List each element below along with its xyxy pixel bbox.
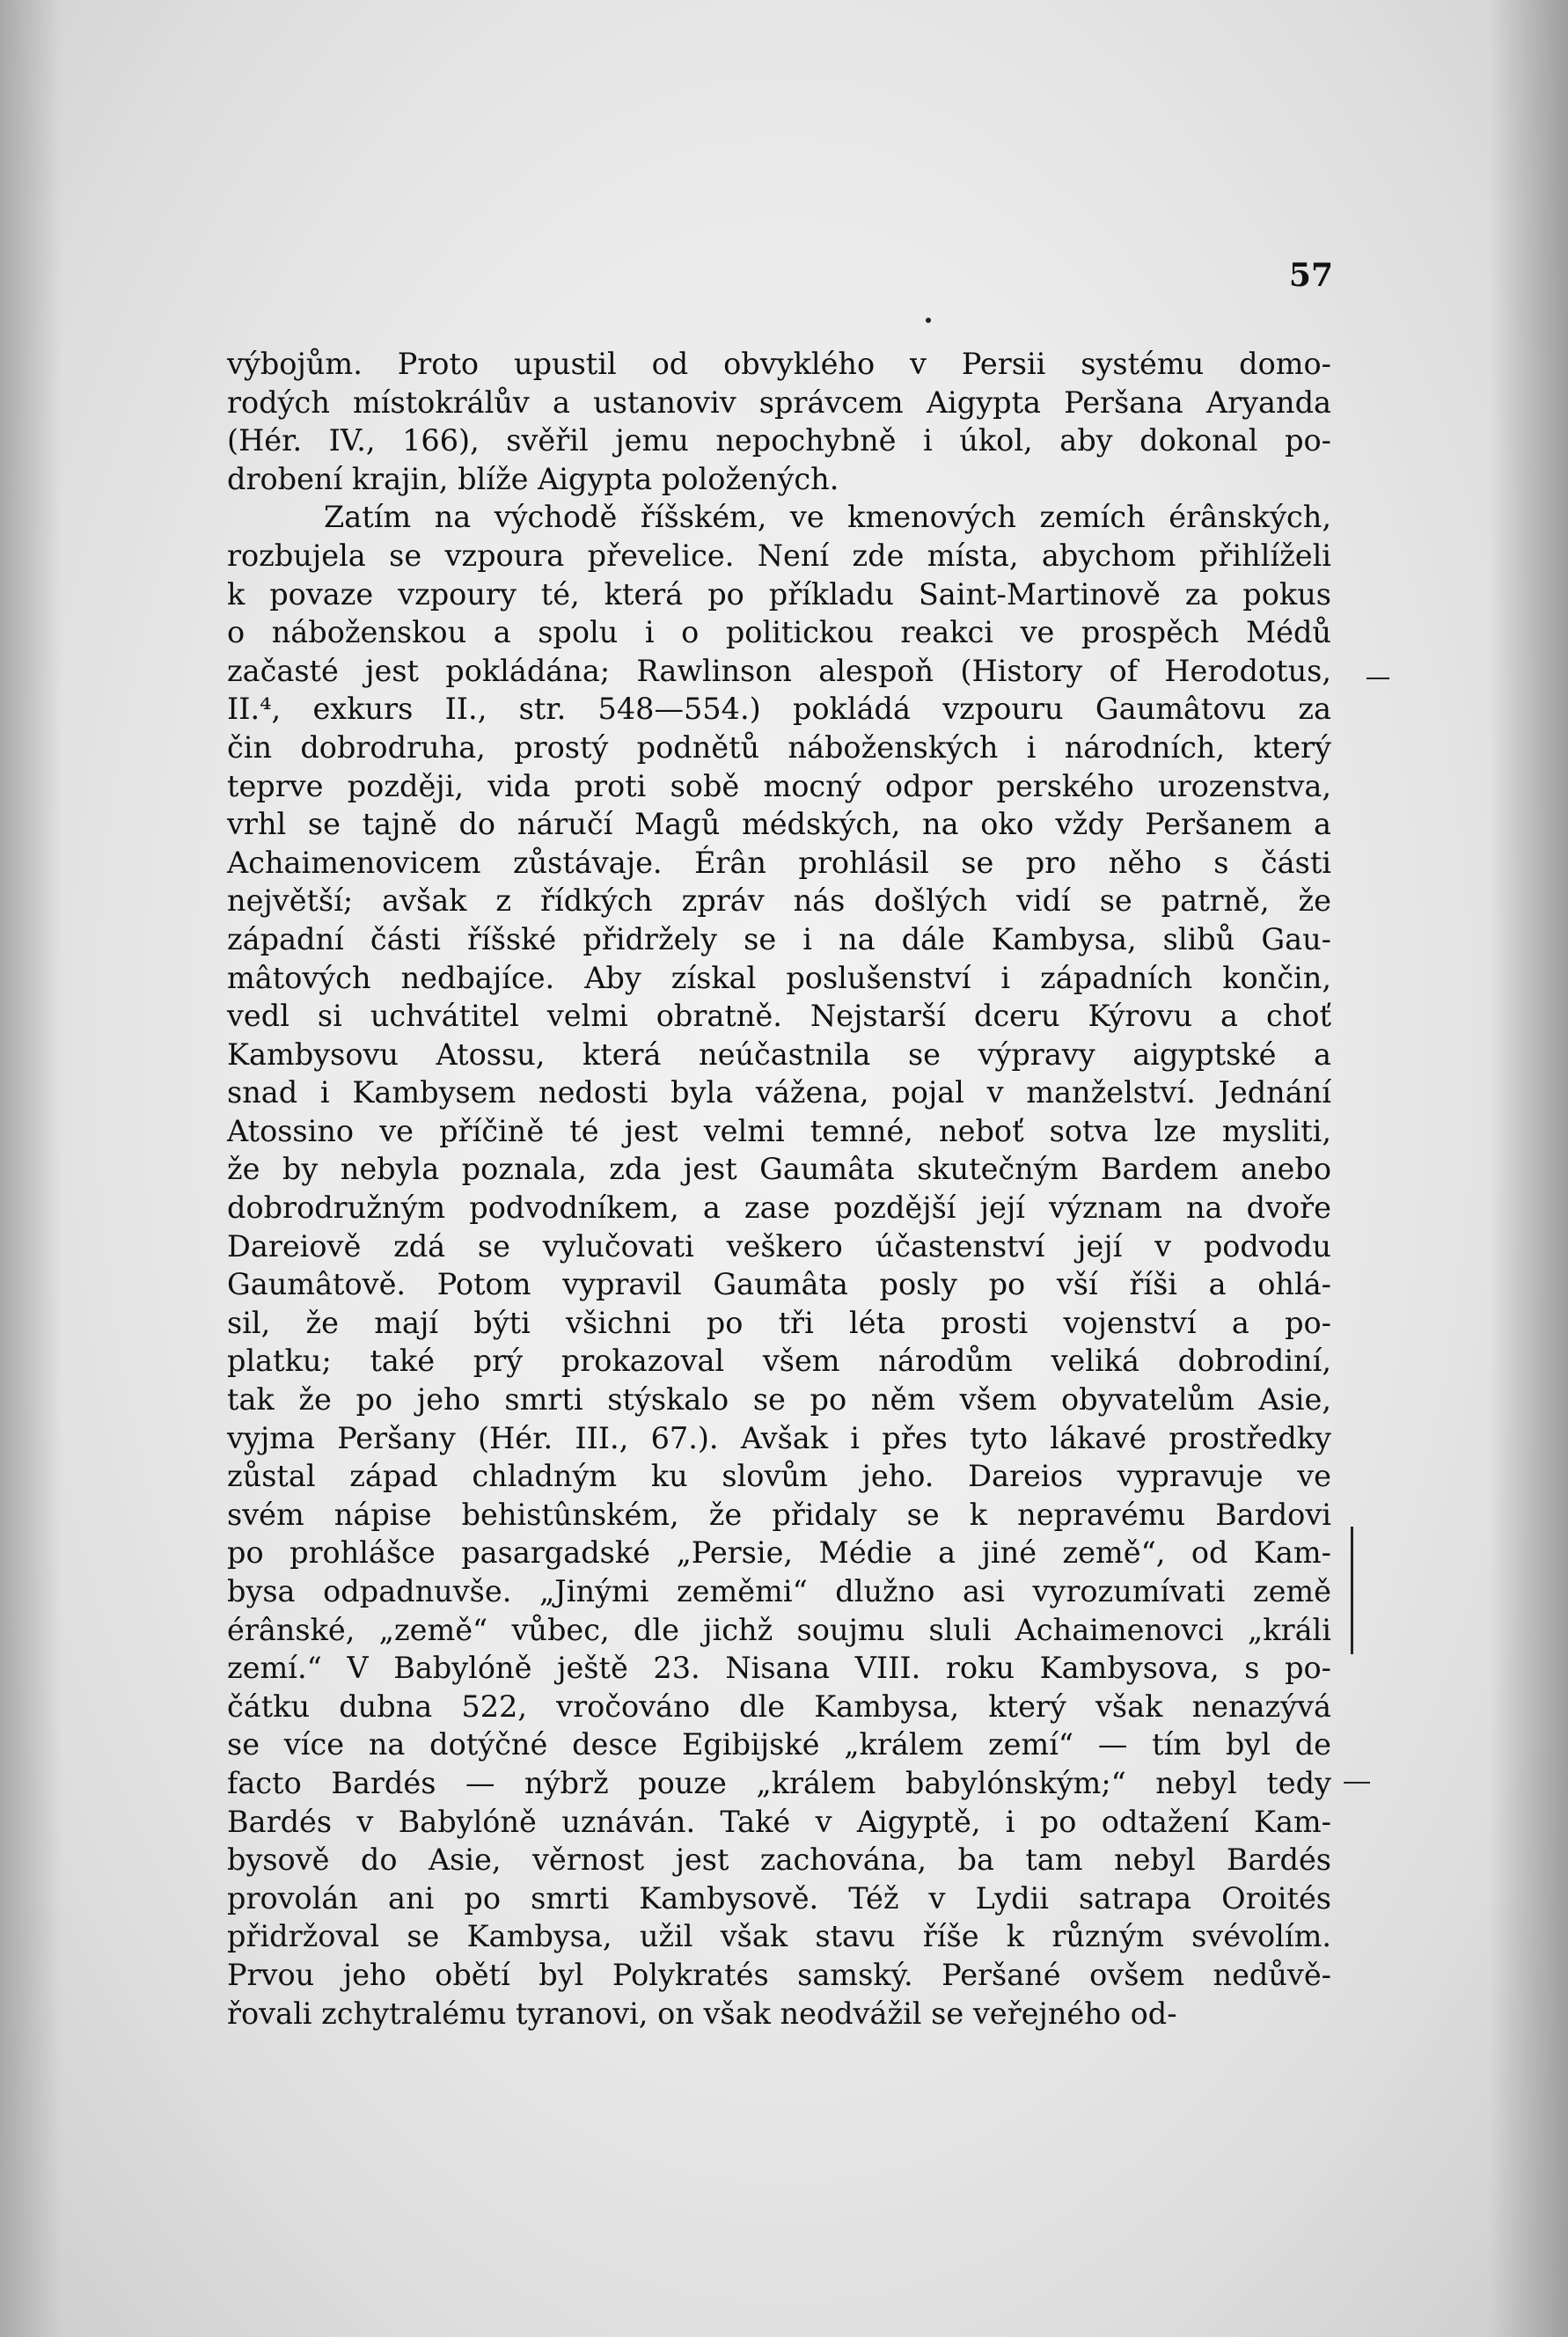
text-line: dobrodružným podvodníkem, a zase pozdější její význam na dvoře [227,1190,1331,1226]
text-line: II.⁴, exkurs II., str. 548—554.) pokládá vzpouru Gaumâtovu za [227,692,1331,727]
page-number: 57 [1288,257,1333,294]
page-left-shadow [0,0,62,2337]
text-line: řovali zchytralému tyranovi, on však neodvážil se veřejného od- [227,1996,1177,2031]
text-line: bysa odpadnuvše. „Jinými zeměmi“ dlužno asi vyrozumívati země [227,1574,1331,1608]
text-line: vrhl se tajně do náručí Magů médských, na oko vždy Peršanem a [227,807,1331,842]
text-line: po prohlášce pasargadské „Persie, Médie a jiné země“, od Kam- [227,1535,1331,1571]
text-line: Prvou jeho obětí byl Polykratés samský. Peršané ovšem nedůvě- [227,1957,1331,1992]
text-line: sil, že mají býti všichni po tři léta prosti vojenství a po- [227,1305,1331,1340]
text-line: tak že po jeho smrti stýskalo se po něm všem obyvatelům Asie, [227,1382,1331,1418]
text-line: začasté jest pokládána; Rawlinson alespoň (History of Herodotus, [227,653,1331,688]
text-line: se více na dotýčné desce Egibijské „králem zemí“ — tím byl de [227,1727,1331,1762]
text-line: největší; avšak z řídkých zpráv nás došlých vidí se patrně, že [227,883,1331,919]
margin-mark [1344,1782,1370,1784]
text-line: zůstal západ chladným ku slovům jeho. Dareios vypravuje ve [227,1459,1331,1494]
text-line: Atossino ve příčině té jest velmi temné, neboť sotva lze mysliti, [227,1113,1331,1148]
text-line: Zatím na východě říšském, ve kmenových zemích érânských, [324,500,1331,535]
text-line: Achaimenovicem zůstávaje. Érân prohlásil se pro něho s části [227,845,1331,880]
text-line: Bardés v Babylóně uznáván. Také v Aigyptě, i po odtažení Kam- [227,1804,1331,1839]
text-line: zemí.“ V Babylóně ještě 23. Nisana VIII. roku Kambysova, s po- [227,1651,1331,1686]
text-line: o náboženskou a spolu i o politickou reakci ve prospěch Médů [227,615,1331,650]
text-line: k povaze vzpoury té, která po příkladu Saint-Martinově za pokus [227,576,1331,612]
text-line: čátku dubna 522, vročováno dle Kambysa, který však nenazývá [227,1689,1331,1724]
margin-mark [926,318,931,323]
text-line: rodých místokrálův a ustanoviv správcem Aigypta Peršana Aryanda [227,385,1331,420]
text-line: čin dobrodruha, prostý podnětů náboženských i národních, který [227,729,1331,765]
text-line: Kambysovu Atossu, která neúčastnila se výpravy aigyptské a [227,1037,1331,1072]
text-line: že by nebyla poznala, zda jest Gaumâta skutečným Bardem anebo [227,1152,1331,1187]
text-line: platku; také prý prokazoval všem národům veliká dobrodiní, [227,1344,1331,1379]
text-line: snad i Kambysem nedosti byla vážena, pojal v manželství. Jednání [227,1075,1331,1110]
text-line: vyjma Peršany (Hér. III., 67.). Avšak i přes tyto lákavé prostředky [227,1420,1331,1455]
text-line: provolán ani po smrti Kambysově. Též v Lydii satrapa Oroités [227,1880,1331,1916]
text-line: (Hér. IV., 166), svěřil jemu nepochybně i úkol, aby dokonal po- [227,423,1331,458]
text-line: Gaumâtově. Potom vypravil Gaumâta posly po vší říši a ohlá- [227,1267,1331,1302]
margin-mark [1351,1527,1353,1654]
text-line: Dareiově zdá se vylučovati veškero účastenství její v podvodu [227,1228,1331,1264]
page-right-shadow [1489,0,1568,2337]
text-line: přidržoval se Kambysa, užil však stavu říše k různým svévolím. [227,1919,1331,1954]
text-line: výbojům. Proto upustil od obvyklého v Persii systému domo- [227,347,1331,381]
text-line: drobení krajin, blíže Aigypta položených. [227,461,839,496]
text-line: svém nápise behistûnském, že přidaly se k nepravému Bardovi [227,1497,1331,1532]
text-line: teprve později, vida proti sobě mocný odpor perského urozenstva, [227,768,1331,803]
text-line: bysově do Asie, věrnost jest zachována, ba tam nebyl Bardés [227,1842,1331,1878]
text-line: facto Bardés — nýbrž pouze „králem babylónským;“ nebyl tedy [227,1765,1331,1800]
text-line: érânské, „země“ vůbec, dle jichž soujmu sluli Achaimenovci „králi [227,1612,1331,1647]
text-line: mâtových nedbajíce. Aby získal poslušenství i západních končin, [227,960,1331,995]
text-line: rozbujela se vzpoura převelice. Není zde místa, abychom přihlíželi [227,538,1331,573]
text-line: západní části říšské přidržely se i na dále Kambysa, slibů Gau- [227,921,1331,956]
text-line: vedl si uchvátitel velmi obratně. Nejstarší dceru Kýrovu a choť [227,999,1331,1034]
margin-mark [1367,678,1389,679]
body-text [227,345,1331,2033]
